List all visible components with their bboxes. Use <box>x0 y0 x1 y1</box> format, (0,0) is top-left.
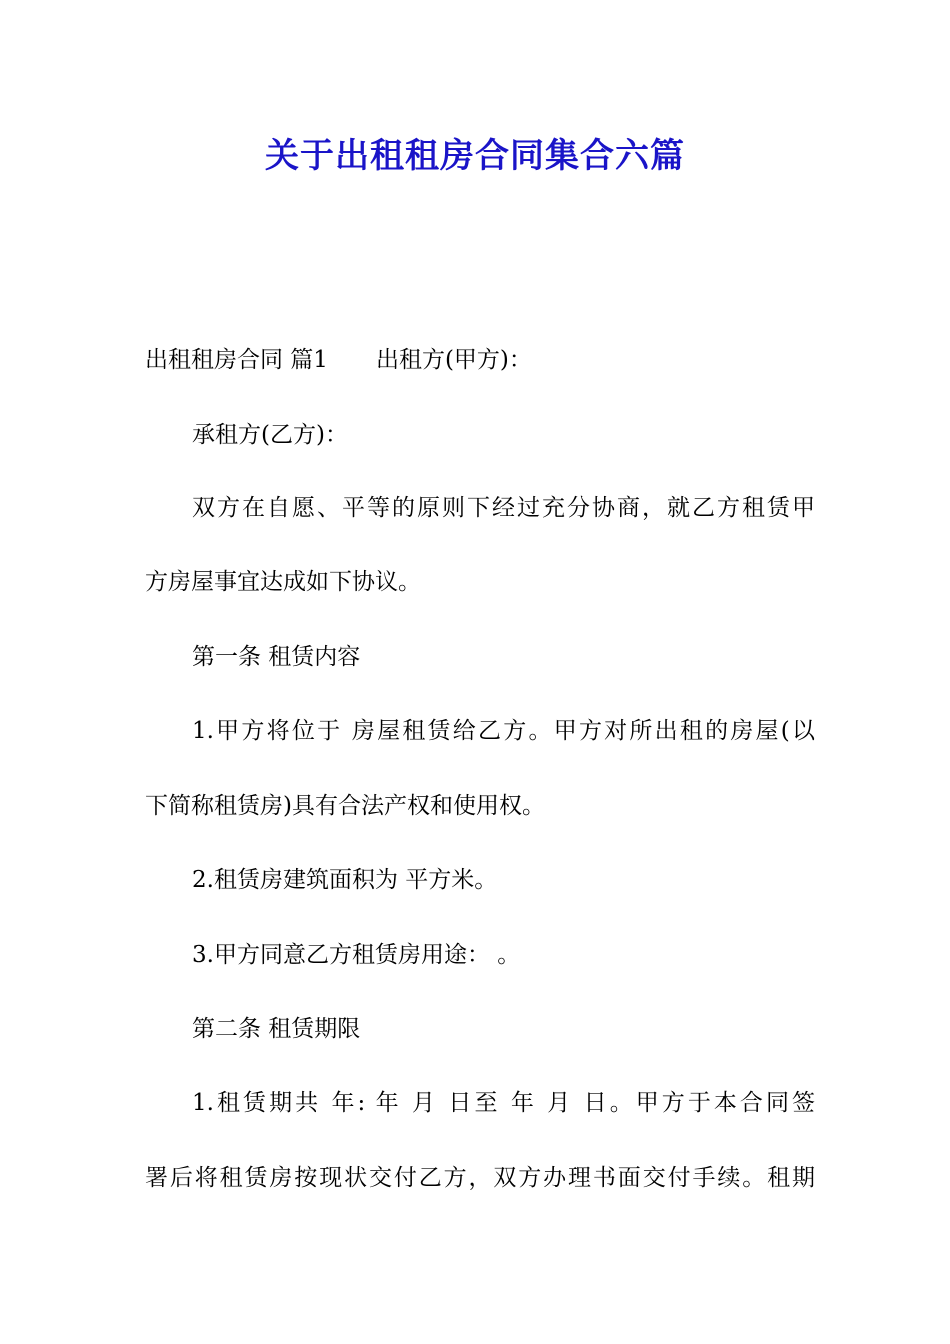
paragraph-line: 署后将租赁房按现状交付乙方，双方办理书面交付手续。租期 <box>145 1165 815 1191</box>
document-title: 关于出租租房合同集合六篇 <box>265 136 685 176</box>
section-heading: 出租租房合同 篇1 <box>145 347 328 373</box>
paragraph-line <box>145 345 815 375</box>
lessee-label: 承租方(乙方)： <box>192 422 348 448</box>
article-heading: 第一条 租赁内容 <box>192 644 361 670</box>
article-heading: 第二条 租赁期限 <box>192 1016 361 1042</box>
paragraph-line: 1.甲方将位于 房屋租赁给乙方。甲方对所出租的房屋(以 <box>192 718 815 744</box>
paragraph-line: 下简称租赁房)具有合法产权和使用权。 <box>145 793 545 819</box>
paragraph-line: 2.租赁房建筑面积为 平方米。 <box>192 867 498 893</box>
paragraph-line: 3.甲方同意乙方租赁房用途： 。 <box>192 942 521 968</box>
paragraph-line: 双方在自愿、平等的原则下经过充分协商，就乙方租赁甲 <box>192 495 815 521</box>
lessor-label: 出租方(甲方)： <box>375 347 532 373</box>
paragraph-line: 1.租赁期共 年: 年 月 日至 年 月 日。甲方于本合同签 <box>192 1090 815 1116</box>
paragraph-line: 方房屋事宜达成如下协议。 <box>145 569 421 595</box>
